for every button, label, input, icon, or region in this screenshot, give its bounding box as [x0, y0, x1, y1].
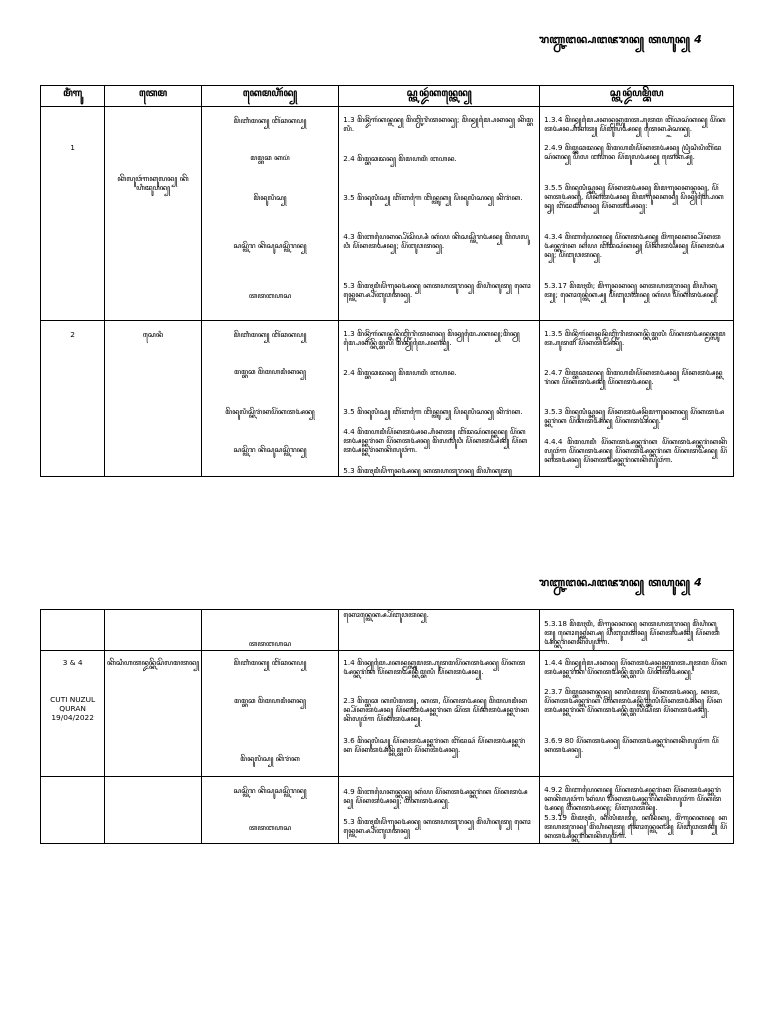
content-standard-text: 5.3 ꦩꦼꦩꦃꦩꦶꦥꦼꦁꦒꦸꦤꦄꦤ꧀ ꦏꦠꦲꦠꦸꦫꦤ꧀ ꦩꦼꦁꦲꦶꦏꦸꦠ꧀ ꦏꦺꦴꦤ꧀ꦠꦺꦏ꧀ꦱ꧀ꦥꦼꦂꦧꦸꦮꦠꦤ꧀. — [343, 281, 531, 300]
skill-label: ꦩꦼꦚꦶꦩꦏ꧀ ꦧꦼꦂꦕꦏꦥ꧀ — [233, 116, 307, 125]
learning-standard-text: 4.9.2 ꦩꦼꦚꦥꦻꦏꦤ꧀ ꦥꦼꦂꦏꦠꦄꦤ꧀ꦏꦫꦁꦏ ꦥꦼꦂꦏꦠꦄꦤ꧀ꦏꦫꦁꦏꦏꦼꦭꦸꦮꦂꦒ ꦏꦂꦪ ꦥꦼꦂꦏꦠꦄꦤ꧀ꦏꦫꦁꦏꦏꦼꦭꦸꦮꦂꦒ ꦥꦼꦂꦏꦠꦄꦤ꧀ ꦥꦼꦂꦏꦠꦄꦤ꧀; ꦥꦼꦂꦧꦸꦮꦠꦤ꧀. — [544, 785, 722, 813]
learning-standard-text: 4.4.4 ꦩꦼꦩꦲꦩꦶ ꦥꦼꦂꦏꦠꦄꦤ꧀ꦏꦫꦁꦏ ꦥꦼꦂꦏꦠꦄꦤ꧀ꦏꦫꦁꦏꦏꦼꦭꦸꦮꦂꦒ ꦥꦼꦂꦏꦠꦄꦤ꧀ ꦥꦼꦂꦏꦠꦄꦤ꧀ꦏꦫꦁꦏ ꦥꦼꦂꦏꦠꦄꦤ꧀ ꦥꦼꦂꦏꦠꦄꦤ꧀ ꦥꦼꦂꦏꦠꦄꦤ꧀ꦏꦫꦁꦏꦏꦼꦭꦸꦮꦂꦒ. — [544, 437, 727, 465]
learning-standard-text: 2.4.9 ꦩꦼꦩ꧀ꦧꦕꦢꦤ꧀ ꦩꦼꦩꦲꦩꦶꦥꦼꦂꦏꦠꦄꦤ꧀ ꦥꦿꦶꦱꦶꦥꦶꦧꦼꦂꦢꦱꦂꦏꦤ꧀ ꦥꦼꦭ ꦧꦲꦤ ꦥꦼꦂꦩꦸꦭꦄꦤ꧀ ꦠꦺꦏ꧀ꦱ꧀. — [544, 143, 722, 162]
content-standard-text: 1.3 ꦩꦼꦤ꧀ꦢꦼꦁꦒꦂꦏꦤ꧀ꦭꦤ꧀ ꦩꦼꦚ꧀ꦕꦼꦫꦶꦠꦏꦤ꧀; ꦩꦼꦤꦾꦩ꧀ꦥꦻꦏꦤ꧀ ꦏꦼꦩ꧀ꦧꦭꦶ. — [343, 115, 534, 134]
content-standard-text: 3.6 ꦩꦼꦤꦸꦭꦶꦱ꧀ ꦥꦼꦂꦏꦠꦄꦤ꧀ꦏꦫꦁꦏ ꦧꦼꦂꦢꦱꦂ ꦥꦼꦂꦏꦠꦄꦤ꧀ꦏꦫꦁꦏ ꦥꦼꦂꦏꦠꦄꦤ꧀ꦏꦼꦩ꧀ꦧꦭꦶ ꦥꦼꦂꦏꦠꦄꦤ꧀. — [343, 736, 526, 755]
learning-standard-text: 4.3.4 ꦩꦼꦚꦥꦻꦏꦤ꧀ ꦥꦼꦂꦏꦠꦄꦤ꧀ꦤꦾ ꦩꦼꦁꦒꦸꦤꦏꦤ꧀ꦥꦼꦂꦏꦠꦄꦤ꧀ꦏꦫꦁꦏ ꦏꦂꦪ ꦧꦼꦂꦢꦱꦂꦏꦤ꧀ꦤꦾ ꦥꦼꦂꦏꦠꦄꦤ꧀ ꦥꦼꦂꦏꦠꦄꦤ꧀; ꦥꦼꦂꦧꦸꦮꦠꦤ꧀. — [544, 232, 725, 260]
table-row — [41, 610, 734, 651]
content-standard-text: 2.4 ꦩꦼꦩ꧀ꦧꦕꦢꦤ꧀ ꦩꦼꦩꦲꦩꦶ ꦧꦲꦤ. — [343, 368, 457, 377]
table-row — [41, 777, 734, 844]
learning-standard-text: 5.3.19 ꦩꦼꦩꦃꦩꦶ, ꦏꦭꦶꦩꦠ꧀, ꦏꦤꦏ꧀, ꦩꦼꦁꦒꦸꦤꦏꦤ꧀ ꦏꦠꦲꦠꦸꦫꦤ꧀ ꦩꦼꦁꦲꦶꦏꦸꦠ꧀ ꦏꦺꦴꦤ꧀ꦠꦺꦏ꧀ꦱ꧀ ꦥꦼꦂꦧꦸꦮꦠꦤ꧀ ꦥꦼꦂꦏꦠꦄꦤ꧀ꦏꦫꦁꦏꦏꦼꦭꦸꦮꦂꦒ. — [544, 813, 727, 841]
skill-label: ꦩꦩ꧀ꦧꦕ ꦩꦼꦩꦲꦩꦶꦏꦤ꧀ — [234, 696, 306, 705]
skill-label: ꦠꦠꦧꦲꦱ — [248, 639, 292, 648]
learning-standard-text: 5.3.18 ꦩꦼꦩꦃꦩꦶ, ꦩꦼꦁꦒꦸꦤꦏꦤ꧀ ꦏꦠꦲꦠꦸꦫꦤ꧀ ꦩꦼꦁꦲꦶꦏꦸꦠ꧀ ꦏꦺꦴꦤ꧀ꦠꦺꦏ꧀ꦱ꧀ ꦥꦼꦂꦧꦸꦮꦠꦤ꧀ ꦥꦼꦂꦏꦠꦄꦤ꧀ ꦥꦼꦂꦏꦠꦄꦤ꧀ꦏꦫꦁꦏꦏꦼꦭꦸꦮꦂꦒ. — [544, 619, 720, 647]
page-header — [539, 32, 702, 54]
theme-label: ꦱꦺꦤꦶ — [142, 330, 164, 339]
page-header — [539, 575, 702, 597]
week-number: 1 — [70, 143, 75, 152]
table-row — [41, 321, 734, 477]
content-standard-text: 5.3 ꦩꦼꦩꦃꦩꦶꦥꦼꦁꦒꦸꦤꦄꦤ꧀ ꦏꦠꦲꦠꦸꦫꦤ꧀ ꦩꦼꦁꦲꦶꦏꦸꦠ꧀ — [343, 466, 512, 475]
content-standard-text: 4.4 ꦩꦼꦩꦲꦩꦶꦥꦼꦂꦏꦠꦄꦤ꧀ꦲꦶꦏꦠ꧀ ꦧꦼꦂꦢꦱꦂꦏꦤ꧀ꦏꦤ꧀ ꦥꦼꦂꦏꦠꦄꦤ꧀ꦏꦫꦁꦏ ꦥꦼꦂꦏꦠꦄꦤ꧀ ꦩꦼꦭꦭꦸꦮꦶ ꦥꦼꦂꦏꦠꦄꦤ꧀ ꦥꦼꦂꦏꦠꦄꦤ꧀ꦏꦫꦁꦏꦏꦼꦭꦸꦮꦂꦒ. — [343, 427, 528, 455]
skill-label: ꦱꦱ꧀ꦠꦼꦫ ꦏꦼꦱꦸꦱꦱ꧀ꦠꦼꦫꦤ꧀ — [233, 786, 307, 795]
skill-label: ꦩꦼꦤꦸꦭꦶꦱ꧀ꦏꦼꦫꦁꦏꦥꦼꦂꦏꦠꦄꦤ꧀ — [225, 407, 315, 416]
learning-standard-text: 2.4.7 ꦩꦼꦩ꧀ꦧꦕꦢꦤ꧀ ꦩꦼꦩꦲꦩꦶꦥꦼꦂꦏꦠꦄꦤ꧀ ꦥꦼꦂꦏꦠꦄꦤ꧀ꦏꦫꦁꦏ ꦥꦼꦂꦏꦠꦄꦤ꧀ ꦥꦼꦂꦏꦠꦄꦤ꧀. — [544, 368, 723, 387]
week-number: 3 & 4 — [62, 658, 83, 667]
content-standard-text: 4.9 ꦩꦼꦚꦥꦻꦏꦤ꧀ꦏꦤ꧀ ꦏꦂꦪ ꦥꦼꦂꦏꦠꦄꦤ꧀ꦏꦫꦁꦏ ꦥꦼꦂꦏꦠꦄꦤ꧀ ꦥꦼꦂꦏꦠꦄꦤ꧀; ꦥꦼꦂꦏꦠꦄꦤ꧀. — [343, 787, 528, 806]
theme-label: ꦏꦼꦱꦶꦲꦠꦤ꧀ꦢꦤ꧀ꦏꦼꦱꦼꦭꦩꦠꦤ꧀ — [106, 658, 200, 667]
learning-standard-text: 3.5.5 ꦩꦼꦤꦸꦭꦶꦱ꧀ꦏꦤ꧀ ꦥꦼꦂꦏꦠꦄꦤ꧀ ꦩꦼꦩꦒꦸꦤꦏꦤ꧀ꦭꦤ꧀, ꦥꦼꦂꦏꦠꦄꦤ꧀, ꦥꦼꦂꦏꦠꦄꦤ꧀ ꦩꦼꦩꦒꦸꦤꦏꦤ꧀ ꦥꦼꦤꦾꦩ꧀ꦥꦻꦏꦤ꧀ꦤꦾ ꦧꦼꦂꦢꦱꦂꦏꦤ꧀ ꦥꦼꦂꦏꦠꦄꦤ꧀: — [544, 183, 724, 211]
content-standard-text: 1.4 ꦩꦼꦤꦾꦩ꧀ꦥꦻꦏꦤ꧀ꦩꦏ꧀ꦭꦸꦩꦠ꧀ꦲꦸꦠꦩꦥꦼꦂꦏꦠꦄꦤ꧀ ꦥꦼꦂꦏꦠꦄꦤ꧀ꦏꦫꦁꦏ ꦥꦼꦂꦏꦠꦄꦤ꧀ꦏꦼꦩ꧀ꦧꦭꦶ ꦥꦼꦂꦏꦠꦄꦤ꧀. — [343, 658, 526, 677]
learning-standard-text: 1.3.5 ꦩꦼꦤ꧀ꦢꦼꦁꦒꦂꦏꦤ꧀ꦭꦤ꧀ꦩꦼꦚ꧀ꦕꦼꦫꦶꦠꦏꦤ꧀ꦏꦼꦩ꧀ꦧꦭꦶ ꦥꦼꦂꦏꦠꦄꦤ꧀ꦩꦏ꧀ꦭꦸꦩꦠ꧀ꦲꦸꦠꦩ ꦥꦼꦂꦏꦠꦄꦤ꧀. — [544, 329, 726, 348]
week-number: 2 — [70, 330, 75, 339]
page-header-number: 4 — [694, 33, 702, 46]
table-header-row — [41, 86, 734, 107]
holiday-note: CUTI NUZUL QURAN 19/04/2022 — [50, 695, 96, 723]
learning-standard-text: 3.6.9 80 ꦥꦼꦂꦏꦠꦄꦤ꧀ ꦥꦼꦂꦏꦠꦄꦤ꧀ꦏꦫꦁꦏꦏꦼꦭꦸꦮꦂꦒ ꦥꦼꦂꦏꦠꦄꦤ꧀. — [544, 736, 719, 755]
header-week: ꦩꦶꦁꦒꦸ — [41, 86, 105, 107]
header-content-standard: ꦱ꧀ꦠꦤ꧀ꦢꦂꦏꦤ꧀ꦠꦺꦤ꧀ — [339, 86, 540, 107]
header-learning-standard: ꦱ꧀ꦠꦤ꧀ꦢꦂꦥꦩ꧀ꦧꦼꦭ — [540, 86, 734, 107]
skill-label: ꦩꦼꦤꦸꦭꦶꦱ꧀ — [253, 193, 287, 202]
learning-standard-text: 1.3.4 ꦩꦼꦤꦾꦩ꧀ꦥꦻꦏꦤ꧀ꦩꦏ꧀ꦭꦸꦩꦠ꧀ꦲꦸꦠꦩ ꦧꦼꦂꦣꦱꦂꦏꦤ꧀ ꦥꦼꦂꦏꦠꦄꦤ꧀ꦲꦶꦏꦠ꧀ ꦥꦼꦂꦩꦸꦭꦄꦤ꧀ ꦠꦺꦏ꧀ꦱ꧀ꦭꦶꦱꦤ꧀. — [544, 115, 726, 134]
table-row — [41, 651, 734, 777]
page-header-title: ꦫꦚ꧀ꦕꦔꦤ꧀ꦥꦔꦗꦫꦤ꧀ ꦠꦲꦸꦤ꧀ — [539, 576, 691, 589]
theme-label: ꦏꦼꦭꦸꦮꦂꦒꦏꦸꦭꦤ꧀ ꦏꦼꦲꦶꦢꦸꦥꦤ꧀ — [117, 174, 189, 193]
content-standard-text: 1.3 ꦩꦼꦤ꧀ꦢꦼꦁꦒꦂꦏꦤ꧀ꦭꦤ꧀ꦩꦼꦚ꧀ꦕꦼꦫꦶꦠꦏꦤ꧀ ꦩꦼꦤꦾꦩ꧀ꦥꦻꦏꦤ꧀;ꦩꦼꦤꦾꦩ꧀ꦥꦻꦏꦤ꧀ꦏꦼꦩ꧀ꦧꦭꦶ ꦩꦼꦤꦾꦩ꧀ꦥꦻꦏꦤ꧀. — [343, 329, 520, 348]
content-standard-text: 2.3 ꦩꦼꦩ꧀ꦧꦕ ꦏꦭꦶꦩꦠ꧀, ꦏꦠ, ꦥꦼꦂꦏꦠꦄꦤ꧀ ꦩꦼꦩꦲꦩꦶꦏꦤ꧀ꦥꦼꦂꦏꦠꦄꦤ꧀ ꦥꦼꦂꦏꦠꦄꦤ꧀ꦏꦫꦁꦏ ꦱꦼꦂꦠ ꦥꦼꦂꦏꦠꦄꦤ꧀ꦏꦫꦁꦏꦏꦼꦭꦸꦮꦂꦒ ꦥꦼꦂꦏꦠꦄꦤ꧀. — [343, 696, 529, 724]
content-standard-text: ꦏꦺꦴꦤ꧀ꦠꦺꦏ꧀ꦱ꧀ꦥꦼꦂꦧꦸꦮꦠꦤ꧀. — [343, 610, 429, 619]
skill-label: ꦩꦼꦚꦶꦩꦏ꧀ ꦧꦼꦂꦕꦏꦥ꧀ — [233, 330, 307, 339]
content-standard-text: 3.5 ꦩꦼꦤꦸꦭꦶꦱ꧀ ꦧꦼꦂꦧꦒꦻ ꦧꦼꦤ꧀ꦠꦸꦏ꧀ ꦥꦼꦤꦸꦭꦶꦱꦤ꧀ ꦏꦼꦫꦁꦏ. — [343, 193, 523, 202]
content-standard-text: 5.3 ꦩꦼꦩꦃꦩꦶꦥꦼꦁꦒꦸꦤꦄꦤ꧀ ꦏꦠꦲꦠꦸꦫꦤ꧀ ꦩꦼꦁꦲꦶꦏꦸꦠ꧀ ꦏꦺꦴꦤ꧀ꦠꦺꦏ꧀ꦱ꧀ꦥꦼꦂꦧꦸꦮꦠꦤ꧀ — [343, 817, 531, 836]
skill-label: ꦩꦼꦤꦸꦭꦶꦱ꧀ ꦏꦼꦫꦁꦏ — [240, 754, 300, 763]
learning-standard-text: 1.4.4 ꦩꦼꦤꦾꦩ꧀ꦥꦻꦏꦤ꧀ ꦥꦼꦂꦏꦠꦄꦤ꧀ꦩꦏ꧀ꦭꦸꦩꦠ꧀ꦲꦸꦠꦩ ꦥꦼꦂꦏꦠꦄꦤ꧀ꦏꦫꦁꦏ ꦥꦼꦂꦏꦠꦄꦤ꧀ꦏꦼꦩ꧀ꦧꦭꦶ ꦥꦼꦂꦏꦠꦄꦤ꧀. — [544, 658, 727, 677]
page-header-number: 4 — [694, 576, 702, 589]
skill-label: ꦩꦼꦚꦶꦩꦏ꧀ ꦧꦼꦂꦕꦏꦥ꧀ — [233, 658, 307, 667]
page-header-title: ꦫꦚ꧀ꦕꦔꦤ꧀ꦥꦔꦗꦫꦤ꧀ ꦠꦲꦸꦤ꧀ — [539, 33, 691, 46]
skill-label: ꦱꦱ꧀ꦠꦼꦫ ꦏꦼꦱꦸꦱꦱ꧀ꦠꦼꦫꦤ꧀ — [233, 241, 307, 250]
skill-label: ꦩꦩ꧀ꦧꦕ ꦩꦼꦩꦲꦩꦶꦏꦤ꧀ — [234, 367, 306, 376]
header-theme: ꦠꦺꦩ — [105, 86, 201, 107]
learning-standard-text: 3.5.3 ꦩꦼꦤꦸꦭꦶꦱ꧀ꦏꦤ꧀ ꦥꦼꦂꦏꦠꦄꦤ꧀ꦩꦼꦩꦒꦸꦤꦏꦤ꧀ ꦥꦼꦂꦏꦠꦄꦤ꧀ꦏꦫꦁꦏ ꦥꦼꦂꦏꦠꦄꦤ꧀ ꦥꦼꦂꦏꦠꦄꦤ꧀. — [544, 407, 724, 426]
content-standard-text: 3.5 ꦩꦼꦤꦸꦭꦶꦱ꧀ ꦧꦼꦂꦧꦒꦻ ꦧꦼꦤ꧀ꦠꦸꦏ꧀ ꦥꦼꦤꦸꦭꦶꦱꦤ꧀ ꦏꦼꦫꦁꦏ. — [343, 407, 523, 416]
header-skill: ꦏꦺꦩꦲꦶꦂꦤ꧀ — [201, 86, 339, 107]
learning-standard-text: 2.3.7 ꦩꦼꦩ꧀ꦧꦕꦏꦤ꧀ꦭꦤ꧀ ꦏꦭꦶꦩꦠ꧀ ꦥꦼꦂꦏꦠꦄꦤ꧀, ꦏꦠ, ꦥꦼꦂꦏꦠꦄꦤ꧀ꦏꦫꦁꦏ ꦥꦼꦂꦏꦠꦄꦤ꧀ꦏꦼꦩ꧀ꦧꦭꦶꦥꦼꦂꦏꦠꦄꦤ꧀ ꦥꦼꦂꦏꦠꦄꦤ꧀ꦏꦫꦁꦏ ꦥꦼꦂꦏꦠꦄꦤ꧀ꦏꦼꦩ꧀ꦧꦭꦶꦱꦼꦂꦠ ꦥꦼꦂꦏꦠꦄꦤ꧀. — [544, 687, 723, 715]
plan-table — [40, 609, 734, 844]
skill-label: ꦩꦩ꧀ꦧꦕ ꦏꦥꦁ — [250, 153, 290, 162]
table-row — [41, 107, 734, 321]
skill-label: ꦠꦠꦧꦲꦱ — [248, 291, 292, 300]
skill-label: ꦱꦱ꧀ꦠꦼꦫ ꦏꦼꦱꦸꦱꦱ꧀ꦠꦼꦫꦤ꧀ — [233, 445, 307, 454]
content-standard-text: 4.3 ꦩꦼꦚꦥꦻꦏꦤ꧀ꦥꦼꦂꦱꦼꦥ꧀ꦱꦶ ꦏꦂꦪ ꦏꦼꦱꦱ꧀ꦠꦼꦫꦄꦤ꧀ ꦩꦼꦭꦭꦸꦮꦶ ꦥꦼꦂꦏꦠꦄꦤ꧀; ꦥꦼꦂꦧꦸꦮꦠꦤ꧀. — [343, 232, 529, 251]
skill-label: ꦠꦠꦧꦲꦱ — [248, 823, 292, 832]
learning-standard-text: 5.3.17 ꦩꦼꦩꦃꦩꦶ; ꦩꦼꦁꦒꦸꦤꦏꦤ꧀ ꦏꦠꦲꦠꦸꦫꦤ꧀ ꦩꦼꦁꦲꦶꦏꦸꦠ꧀; ꦏꦺꦴꦤ꧀ꦠꦺꦏ꧀ꦱ꧀ ꦥꦼꦂꦧꦸꦮꦠꦤ꧀ ꦏꦂꦪ ꦥꦼꦂꦏꦠꦄꦤ꧀. — [544, 281, 719, 300]
plan-table — [40, 85, 734, 477]
content-standard-text: 2.4 ꦩꦼꦩ꧀ꦧꦕꦢꦤ꧀ ꦩꦼꦩꦲꦩꦶ ꦧꦲꦤ. — [343, 154, 457, 163]
